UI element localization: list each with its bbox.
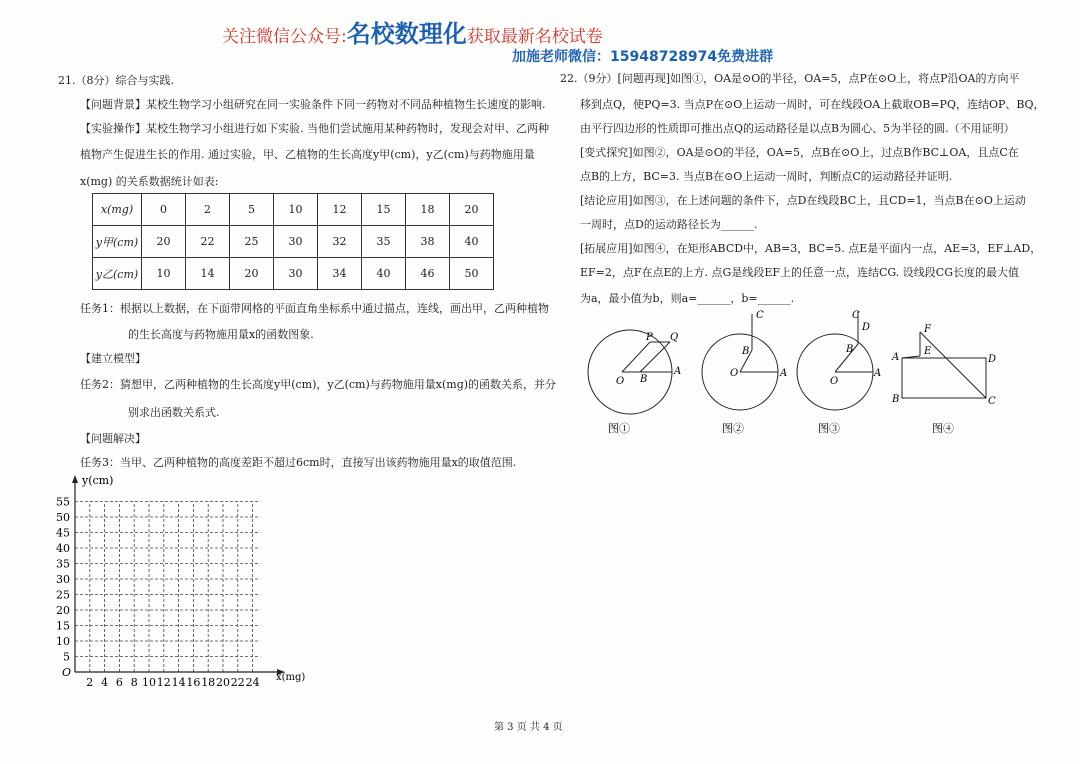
table-row-y-jia [93, 226, 494, 258]
x-tick-label: 14 [171, 676, 186, 689]
segment-bq [640, 342, 670, 372]
q21-task2-b: 别求出函数关系式. [128, 406, 220, 419]
q21-task1-a: 任务1：根据以上数据，在下面带网格的平面直角坐标系中通过描点，连线，画出甲，乙两种植物 [80, 302, 549, 315]
q22-line-4: [变式探究]如图②，OA是⊙O的半径，OA=5，点B在⊙O上，过点B作BC⊥OA，且点C在 [580, 146, 1019, 159]
x-tick-labels [86, 676, 259, 689]
q22-line-9: EF=2，点F在点E的上方. 点G是线段EF上的任意一点，连结CG. 设线段CG长度的最大值 [580, 266, 1019, 279]
table-cell: 25 [230, 226, 274, 258]
x-tick-label: 12 [156, 676, 171, 689]
table-cell: 5 [230, 194, 274, 226]
q22-line-7: 一周时，点D的运动路径长为______. [580, 218, 758, 231]
figure-1-label: 图① [608, 422, 630, 435]
table-cell: 2 [186, 194, 230, 226]
table-cell: 0 [142, 194, 186, 226]
y-tick-label: 50 [56, 511, 70, 524]
y-tick-label: 5 [63, 650, 70, 664]
figure-2-label: 图② [722, 422, 744, 435]
promo-brand: 名校数理化 [346, 20, 467, 48]
q21-operation-1: 【实验操作】某校生物学习小组进行如下实验. 当他们尝试施用某种药物时，发现会对甲、乙两种 [80, 122, 549, 135]
x-tick-label: 10 [142, 676, 156, 689]
q21-title: 21.（8分）综合与实践. [58, 74, 174, 87]
q22-line-10: 为a，最小值为b，则a=______，b=______. [580, 292, 795, 305]
point-o-label-2: O [730, 368, 739, 379]
table-cell: 40 [362, 258, 406, 290]
x-tick-label: 16 [186, 676, 201, 689]
q22-line-5: 点B的上方，BC=3. 当点B在⊙O上运动一周时，判断点C的运动路径并证明. [580, 170, 953, 183]
x-tick-label: 4 [101, 676, 109, 689]
point-o-label-3: O [830, 376, 839, 387]
figure-4-label: 图④ [932, 422, 954, 435]
table-cell: 20 [142, 226, 186, 258]
table-row-x [93, 194, 494, 226]
y-tick-label: 20 [56, 604, 70, 617]
promo-header [222, 14, 603, 49]
y-tick-label: 15 [56, 619, 70, 633]
table-cell: x(mg) [93, 194, 142, 226]
figure-1 [588, 330, 681, 414]
table-cell: 20 [230, 258, 274, 290]
promo-prefix: 关注微信公众号: [222, 27, 347, 47]
point-b-label: B [640, 374, 648, 385]
table-row-y-yi [93, 258, 494, 290]
table-cell: 10 [142, 258, 186, 290]
q22-line-1: 22.（9分）[问题再现]如图①，OA是⊙O的半径，OA=5，点P在⊙O上，将点P沿OA的方向平 [560, 72, 1020, 85]
x-tick-label: 22 [230, 676, 245, 689]
point-f-label-4: F [924, 324, 931, 335]
table-cell: 35 [362, 226, 406, 258]
figure-3-label: 图③ [818, 422, 840, 435]
q22-line-3: 由平行四边形的性质即可推出点Q的运动路径是以点B为圆心、5为半径的圆.（不用证明） [580, 122, 1015, 135]
q21-solve-heading: 【问题解决】 [80, 432, 146, 445]
figure-4 [891, 324, 996, 407]
point-a-label-3: A [874, 368, 882, 379]
q21-operation-2: 植物产生促进生长的作用. 通过实验，甲、乙植物的生长高度y甲(cm)，y乙(cm)与药物施用量 [80, 148, 535, 161]
x-tick-label: 24 [245, 676, 260, 689]
point-b-label-4: B [892, 394, 900, 405]
point-e-label-4: E [924, 346, 932, 357]
table-cell: 30 [274, 226, 318, 258]
q21-operation-3: x(mg) 的关系数据统计如表: [80, 175, 219, 188]
y-tick-label: 55 [56, 495, 70, 509]
table-cell: 40 [450, 226, 494, 258]
x-tick-label: 6 [115, 676, 123, 689]
point-q-label: Q [670, 332, 679, 343]
origin-label: O [62, 666, 72, 679]
table-cell: 15 [362, 194, 406, 226]
point-d-label-3: D [862, 322, 871, 333]
point-c-label-2: C [756, 310, 764, 321]
table-cell: y甲(cm) [93, 226, 142, 258]
y-tick-label: 35 [56, 557, 70, 571]
figure-2 [702, 310, 787, 410]
q22-line-8: [拓展应用]如图④，在矩形ABCD中，AB=3，BC=5. 点E是平面内一点，AE=3，EF⊥AD， [580, 242, 1042, 255]
point-a-label-2: A [780, 368, 788, 379]
point-a-label: A [674, 366, 682, 377]
promo-contact: 加施老师微信：15948728974免费进群 [512, 49, 774, 65]
q21-data-table [92, 193, 494, 290]
q22-figures [580, 304, 1020, 444]
table-cell: 30 [274, 258, 318, 290]
y-axis-label: y(cm) [82, 474, 114, 487]
point-c-label-3: C [852, 310, 860, 321]
y-tick-label: 40 [56, 542, 70, 555]
q21-task1-b: 的生长高度与药物施用量x的函数图象. [128, 328, 314, 341]
q21-task2-a: 任务2：猜想甲，乙两种植物的生长高度y甲(cm)，y乙(cm)与药物施用量x(mg)的函数关系，并分 [80, 378, 557, 391]
table-cell: y乙(cm) [93, 258, 142, 290]
point-b-label-3: B [846, 344, 854, 355]
table-cell: 14 [186, 258, 230, 290]
table-cell: 46 [406, 258, 450, 290]
table-cell: 20 [450, 194, 494, 226]
q22-line-6: [结论应用]如图③，在上述问题的条件下，点D在线段BC上，且CD=1，当点B在⊙O上运动 [580, 194, 1026, 207]
table-cell: 38 [406, 226, 450, 258]
q21-background: 【问题背景】某校生物学习小组研究在同一实验条件下同一药物对不同品种植物生长速度的影响. [80, 98, 546, 111]
x-tick-label: 20 [216, 676, 230, 689]
point-d-label-4: D [988, 354, 997, 365]
y-tick-label: 30 [56, 573, 70, 586]
x-tick-label: 2 [86, 676, 94, 689]
point-o-label: O [616, 376, 625, 387]
y-tick-label: 45 [56, 526, 70, 540]
q21-model-heading: 【建立模型】 [80, 352, 146, 365]
point-a-label-4: A [892, 352, 900, 363]
point-b-label-2: B [742, 346, 750, 357]
q22-line-2: 移到点Q，使PQ=3. 当点P在⊙O上运动一周时，可在线段OA上截取OB=PQ，连结OP、BQ， [580, 98, 1045, 111]
table-cell: 12 [318, 194, 362, 226]
q21-task3: 任务3：当甲、乙两种植物的高度差距不超过6cm时，直接写出该药物施用量x的取值范围. [80, 456, 517, 469]
point-p-label: P [646, 332, 653, 343]
table-cell: 18 [406, 194, 450, 226]
y-tick-label: 10 [56, 635, 70, 648]
x-tick-label: 8 [130, 676, 138, 689]
table-cell: 34 [318, 258, 362, 290]
segment-op [622, 342, 650, 372]
y-axis-arrow [72, 475, 78, 483]
page-footer: 第 3 页 共 4 页 [494, 722, 563, 733]
table-cell: 50 [450, 258, 494, 290]
table-cell: 10 [274, 194, 318, 226]
table-cell: 32 [318, 226, 362, 258]
y-tick-label: 25 [56, 588, 70, 602]
point-c-label-4: C [988, 396, 996, 407]
figure-3 [797, 310, 881, 410]
y-tick-labels [56, 496, 70, 664]
x-tick-label: 18 [201, 676, 216, 689]
coordinate-grid[interactable] [40, 470, 320, 690]
grid-lines [75, 502, 260, 673]
x-axis-label: x(mg) [276, 672, 306, 683]
promo-suffix: 获取最新名校试卷 [466, 27, 603, 47]
table-cell: 22 [186, 226, 230, 258]
